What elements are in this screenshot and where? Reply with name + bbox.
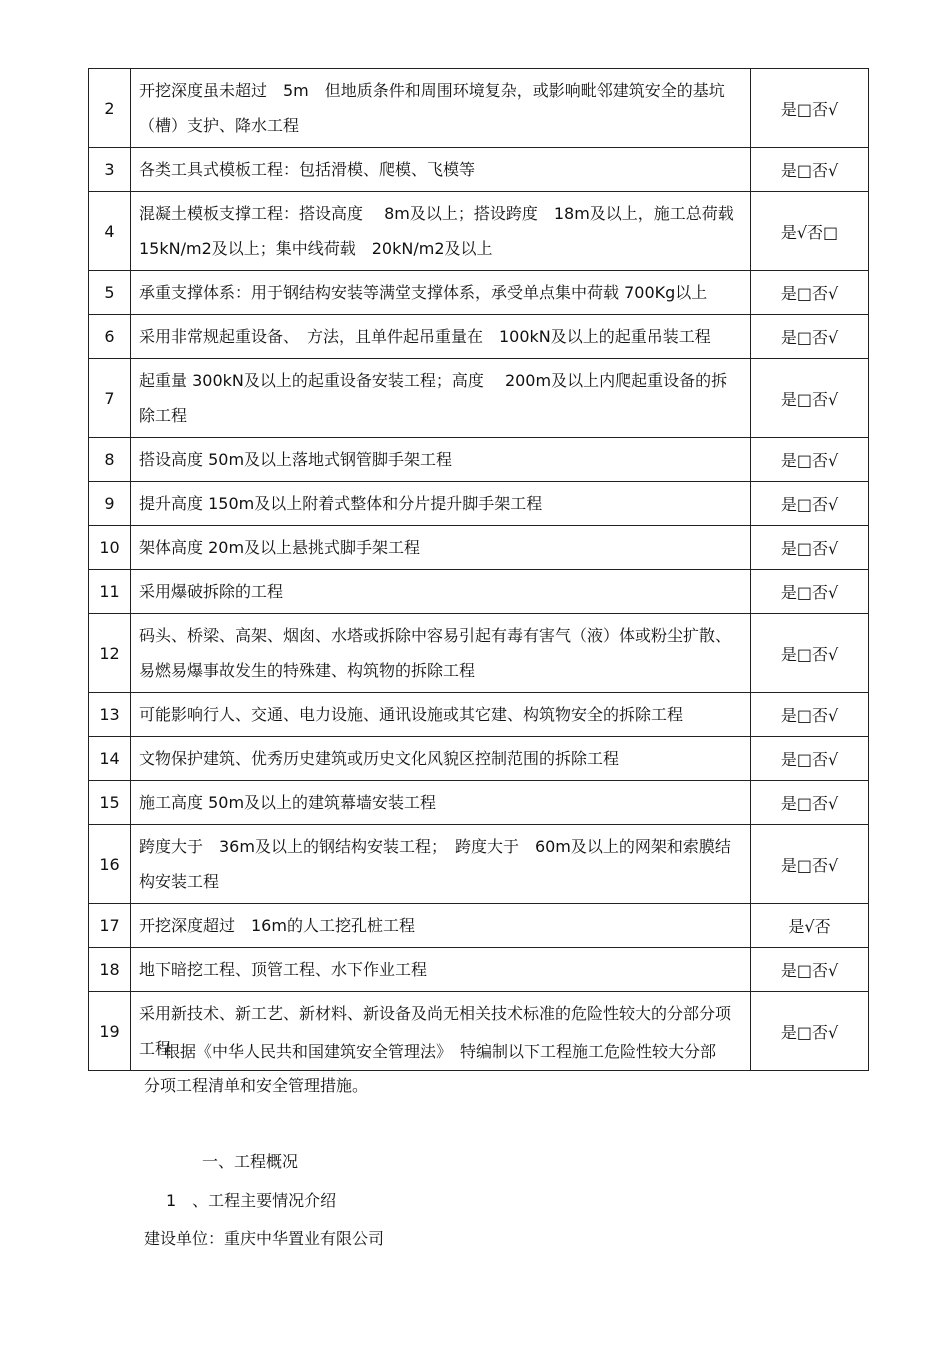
table-row	[89, 614, 869, 693]
row-number: 2	[89, 69, 131, 148]
row-answer: 是□否√	[751, 482, 869, 526]
row-description: 开挖深度虽未超过 5m 但地质条件和周围环境复杂，或影响毗邻建筑安全的基坑（槽）支护、降水工程	[131, 69, 751, 148]
intro-line-2: 分项工程清单和安全管理措施。	[144, 1076, 369, 1095]
row-description: 可能影响行人、交通、电力设施、通讯设施或其它建、构筑物安全的拆除工程	[131, 693, 751, 737]
row-description: 地下暗挖工程、顶管工程、水下作业工程	[131, 948, 751, 992]
row-description: 采用爆破拆除的工程	[131, 570, 751, 614]
row-description: 承重支撑体系：用于钢结构安装等满堂支撑体系，承受单点集中荷载 700Kg以上	[131, 271, 751, 315]
row-number: 13	[89, 693, 131, 737]
row-number: 8	[89, 438, 131, 482]
table-row	[89, 526, 869, 570]
row-description: 搭设高度 50m及以上落地式钢管脚手架工程	[131, 438, 751, 482]
table-row	[89, 825, 869, 904]
row-number: 7	[89, 359, 131, 438]
table-row	[89, 904, 869, 948]
table-row	[89, 570, 869, 614]
table-row	[89, 69, 869, 148]
table-row	[89, 315, 869, 359]
row-number: 3	[89, 148, 131, 192]
intro-line-1: 根据《中华人民共和国建筑安全管理法》 特编制以下工程施工危险性较大分部	[164, 1042, 717, 1061]
table-row	[89, 438, 869, 482]
row-description: 提升高度 150m及以上附着式整体和分片提升脚手架工程	[131, 482, 751, 526]
row-description: 开挖深度超过 16m的人工挖孔桩工程	[131, 904, 751, 948]
table-row	[89, 482, 869, 526]
row-number: 11	[89, 570, 131, 614]
row-number: 15	[89, 781, 131, 825]
row-answer: 是□否√	[751, 69, 869, 148]
row-number: 17	[89, 904, 131, 948]
table-row	[89, 192, 869, 271]
row-answer: 是□否√	[751, 614, 869, 693]
row-description: 文物保护建筑、优秀历史建筑或历史文化风貌区控制范围的拆除工程	[131, 737, 751, 781]
row-description: 起重量 300kN及以上的起重设备安装工程；高度 200m及以上内爬起重设备的拆除工程	[131, 359, 751, 438]
row-number: 16	[89, 825, 131, 904]
row-number: 6	[89, 315, 131, 359]
row-number: 12	[89, 614, 131, 693]
table-row	[89, 737, 869, 781]
row-number: 18	[89, 948, 131, 992]
row-answer: 是□否√	[751, 825, 869, 904]
row-answer: 是□否√	[751, 693, 869, 737]
table-row	[89, 948, 869, 992]
table-row	[89, 359, 869, 438]
row-description: 跨度大于 36m及以上的钢结构安装工程； 跨度大于 60m及以上的网架和索膜结构安装工程	[131, 825, 751, 904]
row-description: 架体高度 20m及以上悬挑式脚手架工程	[131, 526, 751, 570]
row-number: 5	[89, 271, 131, 315]
table-row	[89, 781, 869, 825]
row-answer: 是□否√	[751, 781, 869, 825]
row-answer: 是□否√	[751, 315, 869, 359]
row-answer: 是□否√	[751, 438, 869, 482]
row-answer: 是□否√	[751, 737, 869, 781]
builder-line: 建设单位：重庆中华置业有限公司	[144, 1229, 385, 1248]
table-row	[89, 148, 869, 192]
table-row	[89, 271, 869, 315]
row-answer: 是□否√	[751, 148, 869, 192]
row-answer: 是□否√	[751, 570, 869, 614]
row-description: 采用非常规起重设备、 方法，且单件起吊重量在 100kN及以上的起重吊装工程	[131, 315, 751, 359]
row-number: 14	[89, 737, 131, 781]
section-heading: 一、工程概况	[202, 1152, 299, 1171]
row-answer: 是□否√	[751, 359, 869, 438]
row-answer: 是□否√	[751, 992, 869, 1071]
row-answer: 是□否√	[751, 526, 869, 570]
row-description: 施工高度 50m及以上的建筑幕墙安装工程	[131, 781, 751, 825]
row-number: 10	[89, 526, 131, 570]
row-description: 码头、桥梁、高架、烟囱、水塔或拆除中容易引起有毒有害气（液）体或粉尘扩散、易燃易爆事故发生的特殊建、构筑物的拆除工程	[131, 614, 751, 693]
risk-table-body	[89, 69, 869, 1071]
row-description: 各类工具式模板工程：包括滑模、爬模、飞模等	[131, 148, 751, 192]
row-description: 采用新技术、新工艺、新材料、新设备及尚无相关技术标准的危险性较大的分部分项工程	[131, 992, 751, 1071]
risk-project-table	[88, 68, 869, 1071]
row-number: 9	[89, 482, 131, 526]
table-row	[89, 693, 869, 737]
row-answer: 是□否√	[751, 271, 869, 315]
row-description: 混凝土模板支撑工程：搭设高度 8m及以上；搭设跨度 18m及以上，施工总荷载 15kN/m2及以上；集中线荷载 20kN/m2及以上	[131, 192, 751, 271]
row-number: 19	[89, 992, 131, 1071]
row-number: 4	[89, 192, 131, 271]
row-answer: 是□否√	[751, 948, 869, 992]
row-answer: 是√否□	[751, 192, 869, 271]
row-answer: 是√否	[751, 904, 869, 948]
subsection-heading: 1 、工程主要情况介绍	[166, 1191, 337, 1210]
